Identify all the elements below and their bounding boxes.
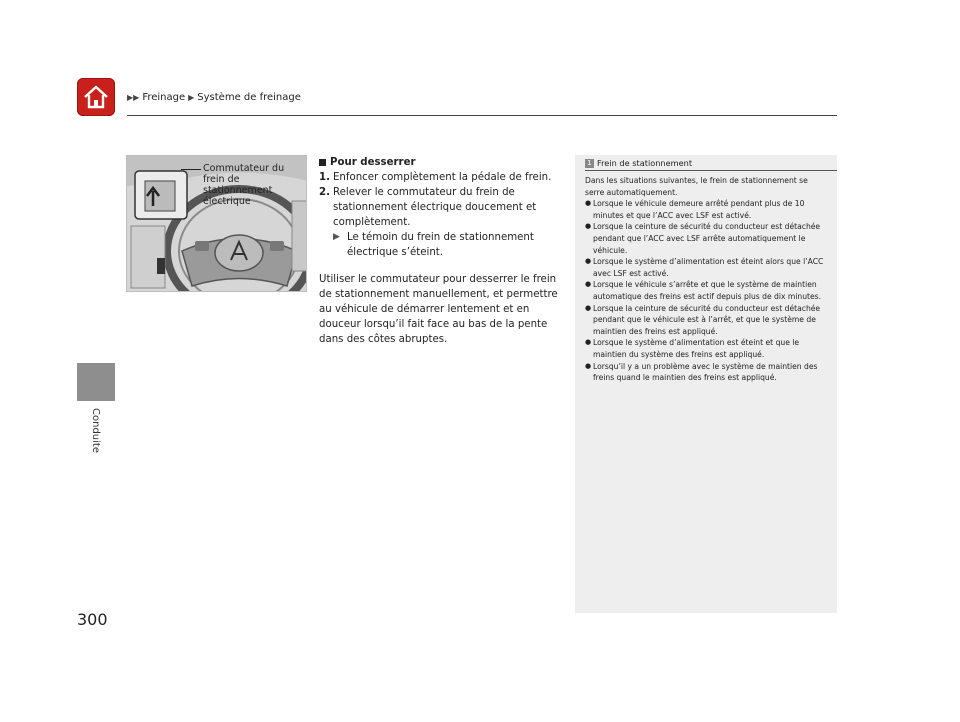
note-heading xyxy=(585,158,692,168)
breadcrumb xyxy=(127,92,301,103)
list-item xyxy=(585,198,829,221)
list-item-text: Lorsque le système d’alimentation est éteint et que le maintien du système des freins est appliqué. xyxy=(593,338,800,359)
bullet-icon: ● xyxy=(585,280,592,289)
list-item xyxy=(585,256,829,279)
bullet-icon: ● xyxy=(585,257,592,266)
breadcrumb-item-systeme[interactable]: Système de freinage xyxy=(197,92,301,103)
step-result xyxy=(319,230,559,260)
bullet-icon: ● xyxy=(585,361,592,370)
section-title: Pour desserrer xyxy=(330,157,416,168)
breadcrumb-arrow-icon: ▶▶ xyxy=(127,93,140,102)
page-number: 300 xyxy=(77,610,108,629)
square-bullet-icon xyxy=(319,159,326,166)
figure-callout: Commutateur du frein de stationnement électrique xyxy=(203,163,285,207)
note-divider xyxy=(585,170,837,171)
bullet-icon: ● xyxy=(585,338,592,347)
header-divider xyxy=(127,115,837,116)
result-arrow-icon: ▶ xyxy=(333,232,340,242)
step-result-text: Le témoin du frein de stationnement électrique s’éteint. xyxy=(347,232,534,258)
note-title: Frein de stationnement xyxy=(597,158,693,168)
bullet-icon: ● xyxy=(585,222,592,231)
callout-leader-line xyxy=(181,169,201,170)
list-item-text: Lorsque le système d’alimentation est éteint alors que l’ACC avec LSF est activé. xyxy=(593,257,824,278)
chapter-tab[interactable] xyxy=(77,363,115,401)
step-number: 1. xyxy=(319,172,330,183)
step-text: Relever le commutateur du frein de stationnement électrique doucement et complètement. xyxy=(333,187,537,228)
breadcrumb-arrow-icon: ▶ xyxy=(188,93,195,102)
note-marker-icon: 1 xyxy=(585,159,594,168)
side-note xyxy=(575,155,837,613)
bullet-icon: ● xyxy=(585,199,592,208)
list-item xyxy=(585,303,829,338)
list-item-text: Lorsque le véhicule demeure arrêté pendant plus de 10 minutes et que l’ACC avec LSF est activé. xyxy=(593,199,805,220)
list-item-text: Lorsque le véhicule s’arrête et que le système de maintien automatique des freins est actif depuis plus de dix minutes. xyxy=(593,280,822,301)
list-item-text: Lorsque la ceinture de sécurité du conducteur est détachée pendant que le véhicule est à l’arrêt, et que le système de maintien des freins est appliqué. xyxy=(593,303,821,336)
list-item xyxy=(585,279,829,302)
chapter-label: Conduite xyxy=(90,408,101,453)
home-button[interactable] xyxy=(77,78,115,116)
step-2 xyxy=(319,185,559,230)
note-body xyxy=(585,175,829,384)
bullet-icon: ● xyxy=(585,303,592,312)
list-item-text: Lorsque la ceinture de sécurité du conducteur est détachée pendant que l’ACC avec LSF arrête automatiquement le véhicule. xyxy=(593,222,821,255)
step-1 xyxy=(319,170,559,185)
step-number: 2. xyxy=(319,187,330,198)
list-item xyxy=(585,337,829,360)
step-text: Enfoncer complètement la pédale de frein. xyxy=(333,172,552,183)
breadcrumb-item-freinage[interactable]: Freinage xyxy=(142,92,186,103)
list-item xyxy=(585,221,829,256)
list-item xyxy=(585,361,829,384)
note-intro: Dans les situations suivantes, le frein de stationnement se serre automatiquement. xyxy=(585,176,808,197)
main-content xyxy=(319,155,559,347)
section-heading xyxy=(319,155,559,170)
list-item-text: Lorsqu’il y a un problème avec le système de maintien des freins quand le maintien des freins est appliqué. xyxy=(593,361,818,383)
body-paragraph: Utiliser le commutateur pour desserrer le frein de stationnement manuellement, et permettre au véhicule de démarrer lentement et en douceur lorsqu’il fait face au bas de la pente dans des côtes abruptes. xyxy=(319,274,558,345)
home-icon xyxy=(82,83,110,111)
